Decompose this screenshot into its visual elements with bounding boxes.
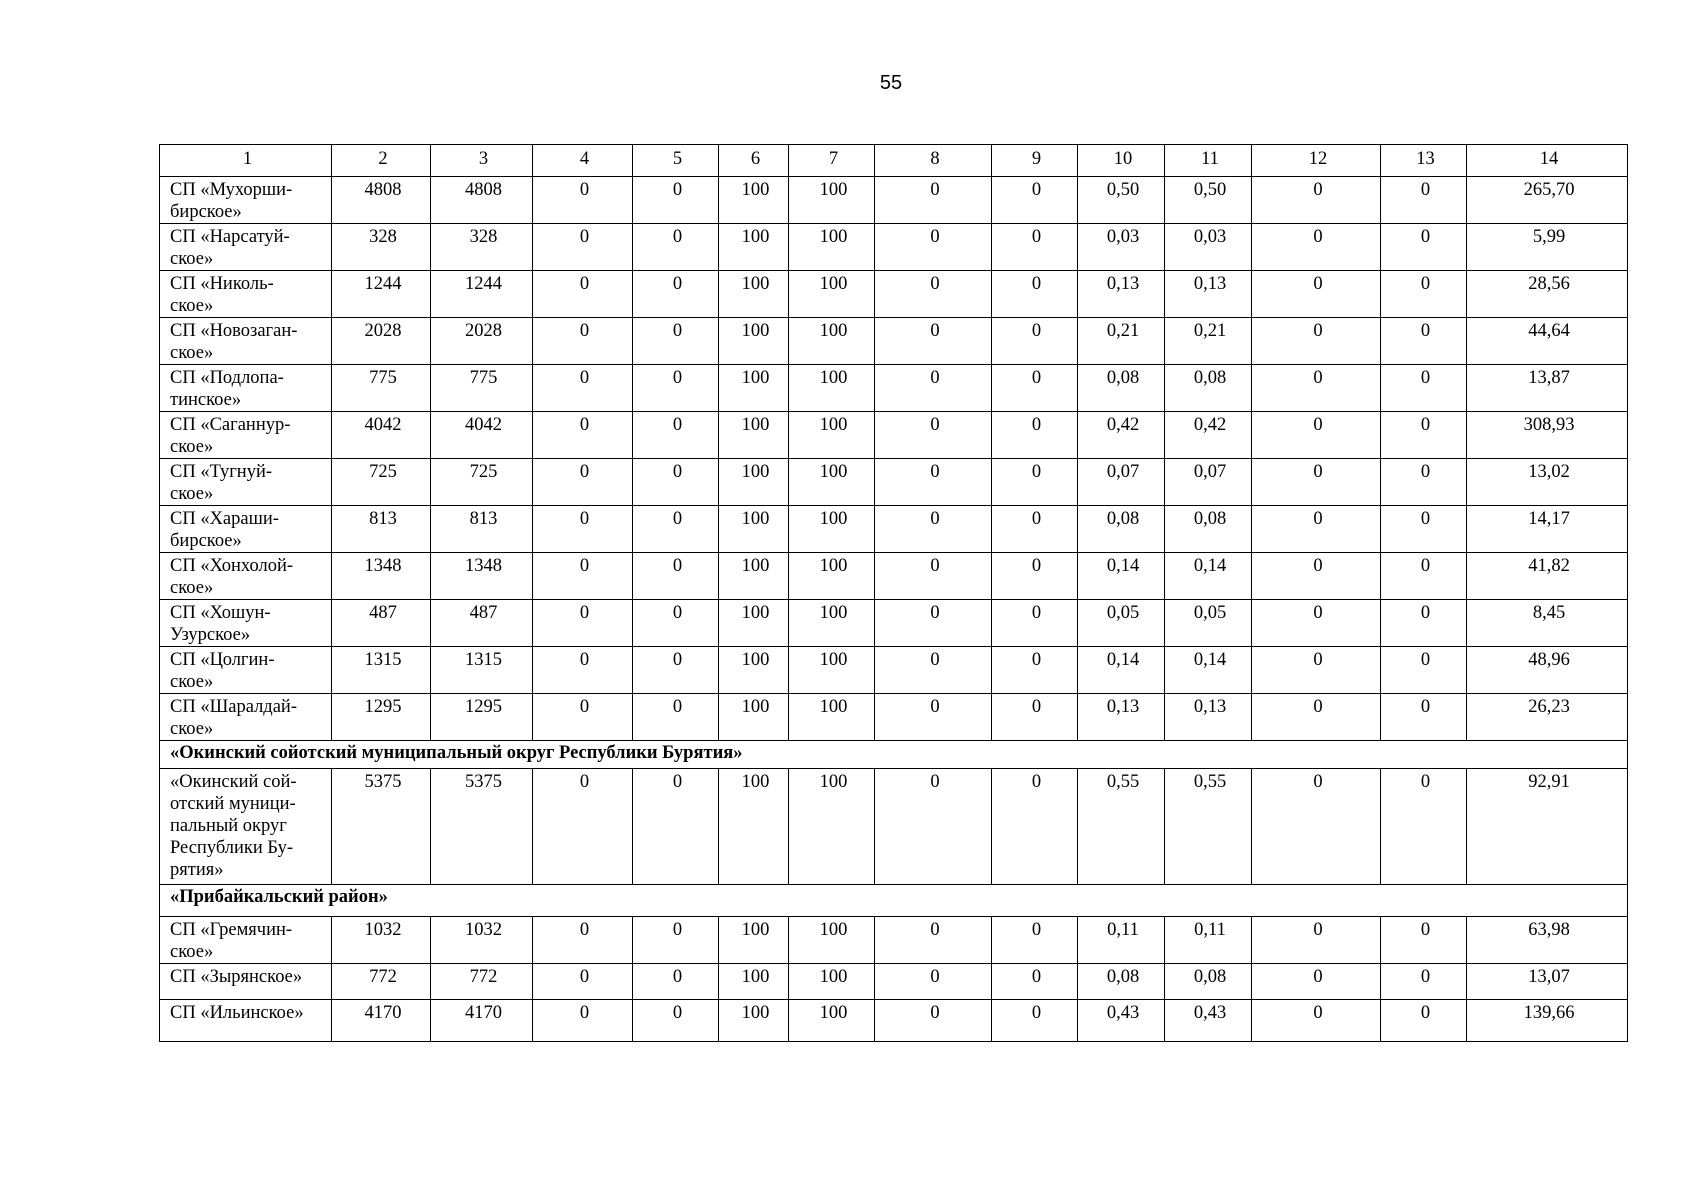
value-cell: 0 [1381,553,1467,600]
value-cell: 0,14 [1165,647,1252,694]
value-cell: 100 [789,365,875,412]
settlement-name-line: СП «Николь- [170,274,274,294]
value-cell: 100 [789,964,875,1000]
value-cell: 0 [1381,224,1467,271]
value-cell: 0 [1252,459,1381,506]
value-cell: 26,23 [1467,694,1628,741]
value-cell: 328 [332,224,431,271]
value-cell: 0 [875,917,992,964]
value-cell: 100 [789,600,875,647]
value-cell: 487 [431,600,533,647]
value-cell: 0 [633,647,719,694]
settlement-name-line: СП «Мухорши- [170,180,293,200]
value-cell: 0,11 [1078,917,1165,964]
value-cell: 0,42 [1165,412,1252,459]
value-cell: 1295 [332,694,431,741]
value-cell: 5375 [332,769,431,885]
table-row [160,365,1628,412]
value-cell: 100 [719,224,789,271]
value-cell: 0,07 [1078,459,1165,506]
value-cell: 0 [992,964,1078,1000]
value-cell: 0 [633,506,719,553]
value-cell: 1244 [332,271,431,318]
value-cell: 0 [633,318,719,365]
column-header: 10 [1078,145,1165,177]
settlement-name-cell [160,412,332,459]
table-row [160,769,1628,885]
value-cell: 4042 [332,412,431,459]
value-cell: 0 [1252,177,1381,224]
value-cell: 0 [533,506,633,553]
value-cell: 100 [719,1000,789,1042]
settlement-name-line: ское» [170,437,214,457]
value-cell: 0 [1252,964,1381,1000]
value-cell: 100 [719,365,789,412]
value-cell: 8,45 [1467,600,1628,647]
value-cell: 92,91 [1467,769,1628,885]
value-cell: 13,87 [1467,365,1628,412]
settlement-name-line: СП «Ильинское» [170,1003,304,1023]
settlement-name-line: СП «Хошун- [170,603,271,623]
value-cell: 0 [533,917,633,964]
value-cell: 1315 [431,647,533,694]
settlement-name-line: тинское» [170,390,242,410]
value-cell: 0 [875,647,992,694]
value-cell: 0 [875,459,992,506]
value-cell: 0 [875,412,992,459]
table-row [160,318,1628,365]
value-cell: 0 [1252,365,1381,412]
value-cell: 0 [533,459,633,506]
value-cell: 4170 [431,1000,533,1042]
value-cell: 100 [789,553,875,600]
column-header: 6 [719,145,789,177]
value-cell: 0 [533,769,633,885]
value-cell: 0 [992,647,1078,694]
value-cell: 0,05 [1165,600,1252,647]
value-cell: 0 [992,1000,1078,1042]
table-body [160,145,1628,1042]
value-cell: 1315 [332,647,431,694]
value-cell: 308,93 [1467,412,1628,459]
value-cell: 0 [1381,318,1467,365]
value-cell: 0 [633,769,719,885]
value-cell: 0 [533,271,633,318]
value-cell: 0 [992,600,1078,647]
value-cell: 0,14 [1078,553,1165,600]
value-cell: 0 [533,964,633,1000]
value-cell: 5375 [431,769,533,885]
settlement-name-cell [160,459,332,506]
settlement-name-line: СП «Цолгин- [170,650,275,670]
settlement-name-line: ское» [170,942,214,962]
value-cell: 0,14 [1165,553,1252,600]
value-cell: 0,50 [1165,177,1252,224]
settlement-name-line: СП «Шаралдай- [170,697,297,717]
value-cell: 0 [633,600,719,647]
column-header: 4 [533,145,633,177]
value-cell: 4042 [431,412,533,459]
value-cell: 0 [992,365,1078,412]
value-cell: 0,21 [1078,318,1165,365]
value-cell: 100 [789,769,875,885]
value-cell: 100 [789,694,875,741]
value-cell: 725 [431,459,533,506]
value-cell: 0 [533,553,633,600]
table-row [160,647,1628,694]
column-header: 14 [1467,145,1628,177]
value-cell: 0 [633,459,719,506]
value-cell: 1032 [332,917,431,964]
value-cell: 4170 [332,1000,431,1042]
value-cell: 0 [1381,964,1467,1000]
page-number: 55 [879,72,903,94]
value-cell: 0 [1381,1000,1467,1042]
value-cell: 0 [1252,600,1381,647]
settlement-name-line: ское» [170,672,214,692]
value-cell: 0 [1252,318,1381,365]
value-cell: 0 [1252,647,1381,694]
settlement-name-line: пальный округ [170,816,287,836]
value-cell: 0,13 [1078,271,1165,318]
value-cell: 100 [719,694,789,741]
value-cell: 100 [719,318,789,365]
value-cell: 0 [875,506,992,553]
value-cell: 0 [1381,506,1467,553]
value-cell: 328 [431,224,533,271]
value-cell: 41,82 [1467,553,1628,600]
value-cell: 100 [789,271,875,318]
section-header-row [160,885,1628,917]
column-header: 3 [431,145,533,177]
value-cell: 0 [1252,769,1381,885]
value-cell: 0 [1252,694,1381,741]
value-cell: 0 [992,177,1078,224]
value-cell: 139,66 [1467,1000,1628,1042]
value-cell: 0,08 [1078,365,1165,412]
settlement-name-line: Республики Бу- [170,838,294,858]
settlement-name-line: СП «Хонхолой- [170,556,294,576]
table-row [160,964,1628,1000]
settlement-name-cell [160,694,332,741]
value-cell: 0,05 [1078,600,1165,647]
value-cell: 100 [719,459,789,506]
value-cell: 0 [1381,694,1467,741]
value-cell: 100 [789,647,875,694]
value-cell: 0 [1381,459,1467,506]
value-cell: 63,98 [1467,917,1628,964]
value-cell: 100 [789,412,875,459]
value-cell: 1295 [431,694,533,741]
value-cell: 813 [332,506,431,553]
value-cell: 14,17 [1467,506,1628,553]
value-cell: 100 [789,177,875,224]
settlement-name-cell [160,271,332,318]
value-cell: 0,08 [1078,506,1165,553]
value-cell: 0 [992,459,1078,506]
value-cell: 100 [789,917,875,964]
settlement-name-line: ское» [170,249,214,269]
settlement-name-cell [160,1000,332,1042]
value-cell: 0 [633,365,719,412]
settlement-name-line: отский муници- [170,794,296,814]
value-cell: 100 [719,647,789,694]
value-cell: 0 [992,769,1078,885]
settlement-name-cell [160,553,332,600]
value-cell: 0 [1252,506,1381,553]
table-row [160,224,1628,271]
value-cell: 0,07 [1165,459,1252,506]
value-cell: 100 [719,412,789,459]
value-cell: 1244 [431,271,533,318]
value-cell: 0 [1381,917,1467,964]
value-cell: 0 [1252,917,1381,964]
value-cell: 2028 [431,318,533,365]
value-cell: 0,08 [1165,964,1252,1000]
value-cell: 0 [1381,647,1467,694]
settlement-name-cell [160,964,332,1000]
settlement-name-line: ское» [170,578,214,598]
value-cell: 0,55 [1078,769,1165,885]
settlement-name-line: бирское» [170,531,242,551]
value-cell: 0,08 [1165,365,1252,412]
settlement-name-cell [160,506,332,553]
value-cell: 0 [633,271,719,318]
value-cell: 0 [992,224,1078,271]
settlement-name-line: СП «Гремячин- [170,920,293,940]
value-cell: 0 [1381,600,1467,647]
column-header: 8 [875,145,992,177]
value-cell: 0,43 [1165,1000,1252,1042]
value-cell: 0 [875,1000,992,1042]
value-cell: 100 [719,506,789,553]
section-title: «Окинский сойотский муниципальный округ Республики Бурятия» [160,741,1628,769]
value-cell: 100 [719,600,789,647]
value-cell: 0,08 [1165,506,1252,553]
value-cell: 13,02 [1467,459,1628,506]
value-cell: 1348 [431,553,533,600]
settlement-name-line: Узурское» [170,625,251,645]
table-row [160,917,1628,964]
value-cell: 0 [633,553,719,600]
section-title: «Прибайкальский район» [160,885,1628,917]
value-cell: 775 [332,365,431,412]
settlement-name-line: СП «Тугнуй- [170,462,273,482]
value-cell: 0 [875,964,992,1000]
value-cell: 0 [533,365,633,412]
settlement-name-line: «Окинский сой- [170,772,297,792]
table-row [160,506,1628,553]
settlement-name-cell [160,769,332,885]
value-cell: 725 [332,459,431,506]
value-cell: 0 [1381,412,1467,459]
value-cell: 0,03 [1078,224,1165,271]
value-cell: 0 [533,1000,633,1042]
value-cell: 0 [875,600,992,647]
value-cell: 100 [789,459,875,506]
value-cell: 487 [332,600,431,647]
value-cell: 0 [875,271,992,318]
value-cell: 28,56 [1467,271,1628,318]
value-cell: 100 [789,1000,875,1042]
value-cell: 0 [533,694,633,741]
value-cell: 5,99 [1467,224,1628,271]
value-cell: 1348 [332,553,431,600]
settlement-name-line: СП «Нарсатуй- [170,227,290,247]
value-cell: 4808 [332,177,431,224]
settlement-name-line: бирское» [170,202,242,222]
value-cell: 0,42 [1078,412,1165,459]
value-cell: 265,70 [1467,177,1628,224]
settlement-name-cell [160,318,332,365]
value-cell: 44,64 [1467,318,1628,365]
table-row [160,177,1628,224]
value-cell: 0,03 [1165,224,1252,271]
settlement-name-cell [160,600,332,647]
value-cell: 0 [1381,177,1467,224]
settlement-name-line: СП «Подлопа- [170,368,284,388]
value-cell: 0 [1252,271,1381,318]
value-cell: 0 [992,506,1078,553]
value-cell: 0 [533,600,633,647]
value-cell: 0 [1252,224,1381,271]
section-header-row [160,741,1628,769]
value-cell: 100 [719,964,789,1000]
table-row [160,600,1628,647]
value-cell: 0 [633,917,719,964]
value-cell: 0,43 [1078,1000,1165,1042]
value-cell: 0 [1381,365,1467,412]
value-cell: 0 [633,1000,719,1042]
value-cell: 100 [719,553,789,600]
value-cell: 0 [633,177,719,224]
value-cell: 0 [875,553,992,600]
column-header: 7 [789,145,875,177]
value-cell: 0 [875,769,992,885]
column-header: 2 [332,145,431,177]
value-cell: 0 [633,412,719,459]
settlement-name-cell [160,647,332,694]
value-cell: 0 [1252,553,1381,600]
value-cell: 100 [719,917,789,964]
value-cell: 0 [875,694,992,741]
value-cell: 100 [789,224,875,271]
settlement-name-line: СП «Новозаган- [170,321,298,341]
value-cell: 0 [992,271,1078,318]
value-cell: 100 [719,769,789,885]
value-cell: 0,13 [1165,694,1252,741]
value-cell: 0 [533,224,633,271]
value-cell: 1032 [431,917,533,964]
value-cell: 0 [1381,271,1467,318]
value-cell: 0 [633,964,719,1000]
value-cell: 0,21 [1165,318,1252,365]
table-row [160,459,1628,506]
value-cell: 0,11 [1165,917,1252,964]
settlement-name-line: ское» [170,296,214,316]
value-cell: 0 [533,647,633,694]
value-cell: 0 [992,412,1078,459]
settlement-name-cell [160,177,332,224]
settlement-name-line: СП «Хараши- [170,509,279,529]
settlement-name-cell [160,224,332,271]
settlement-name-line: СП «Саганнур- [170,415,291,435]
table-row [160,412,1628,459]
table-row [160,1000,1628,1042]
value-cell: 0 [533,318,633,365]
value-cell: 100 [789,506,875,553]
settlement-name-line: ское» [170,343,214,363]
value-cell: 0 [533,177,633,224]
value-cell: 813 [431,506,533,553]
value-cell: 0 [533,412,633,459]
value-cell: 0 [1252,412,1381,459]
value-cell: 0 [992,553,1078,600]
column-header: 13 [1381,145,1467,177]
value-cell: 13,07 [1467,964,1628,1000]
column-header: 1 [160,145,332,177]
column-header: 5 [633,145,719,177]
column-header: 11 [1165,145,1252,177]
value-cell: 0 [875,177,992,224]
value-cell: 0,14 [1078,647,1165,694]
value-cell: 4808 [431,177,533,224]
value-cell: 0,13 [1078,694,1165,741]
value-cell: 0 [633,224,719,271]
value-cell: 775 [431,365,533,412]
value-cell: 0,08 [1078,964,1165,1000]
settlement-name-line: рятия» [170,860,224,880]
column-header: 12 [1252,145,1381,177]
value-cell: 0 [875,365,992,412]
value-cell: 0,50 [1078,177,1165,224]
settlement-name-cell [160,365,332,412]
value-cell: 0 [875,224,992,271]
settlement-name-cell [160,917,332,964]
value-cell: 100 [789,318,875,365]
value-cell: 0 [1381,769,1467,885]
column-header-row [160,145,1628,177]
value-cell: 0 [633,694,719,741]
settlement-name-line: СП «Зырянское» [170,967,303,987]
value-cell: 772 [431,964,533,1000]
table-row [160,694,1628,741]
table-row [160,553,1628,600]
value-cell: 0 [875,318,992,365]
value-cell: 772 [332,964,431,1000]
value-cell: 2028 [332,318,431,365]
value-cell: 0,13 [1165,271,1252,318]
value-cell: 48,96 [1467,647,1628,694]
data-table [159,144,1628,1042]
value-cell: 0,55 [1165,769,1252,885]
table-row [160,271,1628,318]
settlement-name-line: ское» [170,484,214,504]
value-cell: 100 [719,271,789,318]
value-cell: 0 [992,694,1078,741]
settlement-name-line: ское» [170,719,214,739]
value-cell: 100 [719,177,789,224]
value-cell: 0 [992,917,1078,964]
value-cell: 0 [992,318,1078,365]
column-header: 9 [992,145,1078,177]
value-cell: 0 [1252,1000,1381,1042]
